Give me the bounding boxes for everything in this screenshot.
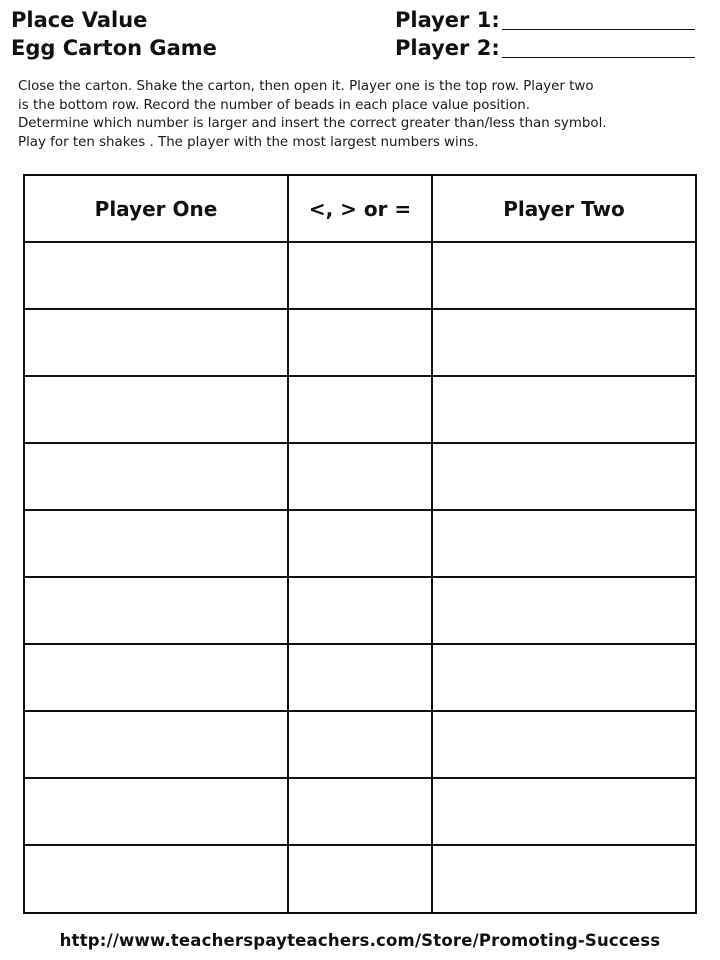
player-1-blank (502, 10, 695, 30)
player-two-cell[interactable] (433, 445, 695, 509)
player-two-cell[interactable] (433, 512, 695, 576)
comparison-cell[interactable] (289, 512, 431, 576)
player-2-field (395, 34, 695, 62)
title-line-1: Place Value (11, 8, 148, 32)
row-divider (25, 643, 695, 645)
player-one-cell[interactable] (25, 378, 287, 442)
player-one-cell[interactable] (25, 780, 287, 844)
footer-url[interactable]: http://www.teacherspayteachers.com/Store/Promoting-Success (59, 931, 661, 950)
player-one-cell[interactable] (25, 445, 287, 509)
player-one-cell[interactable] (25, 713, 287, 777)
player-one-cell[interactable] (25, 646, 287, 710)
comparison-cell[interactable] (289, 378, 431, 442)
comparison-cell[interactable] (289, 780, 431, 844)
instructions-line: Determine which number is larger and insert the correct greater than/less than symbol. (18, 116, 607, 131)
comparison-cell[interactable] (289, 445, 431, 509)
comparison-cell[interactable] (289, 713, 431, 777)
player-two-cell[interactable] (433, 579, 695, 643)
instructions-line: Close the carton. Shake the carton, then open it. Player one is the top row. Player two (18, 79, 594, 94)
row-divider (25, 509, 695, 511)
header-comparison: <, > or = (308, 197, 412, 221)
comparison-cell[interactable] (289, 847, 431, 911)
row-divider (25, 308, 695, 310)
row-divider (25, 777, 695, 779)
player-one-cell[interactable] (25, 579, 287, 643)
player-two-cell[interactable] (433, 780, 695, 844)
player-2-label: Player 2: (395, 36, 500, 60)
comparison-cell[interactable] (289, 646, 431, 710)
player-one-cell[interactable] (25, 311, 287, 375)
player-two-cell[interactable] (433, 646, 695, 710)
player-two-cell[interactable] (433, 244, 695, 308)
instructions-line: is the bottom row. Record the number of beads in each place value position. (18, 97, 531, 113)
player-two-cell[interactable] (433, 847, 695, 911)
instructions-line: Play for ten shakes . The player with the most largest numbers wins. (18, 134, 479, 150)
comparison-cell[interactable] (289, 244, 431, 308)
comparison-cell[interactable] (289, 311, 431, 375)
player-one-cell[interactable] (25, 847, 287, 911)
title-line-2: Egg Carton Game (11, 36, 217, 60)
comparison-cell[interactable] (289, 579, 431, 643)
player-one-cell[interactable] (25, 512, 287, 576)
row-divider (25, 576, 695, 578)
player-2-blank (502, 38, 695, 58)
player-two-cell[interactable] (433, 311, 695, 375)
row-divider (25, 442, 695, 444)
player-1-label: Player 1: (395, 8, 500, 32)
header-player-one: Player One (94, 197, 218, 221)
row-divider (25, 710, 695, 712)
player-two-cell[interactable] (433, 713, 695, 777)
player-two-cell[interactable] (433, 378, 695, 442)
score-table (23, 174, 697, 914)
header-player-two: Player Two (503, 197, 625, 221)
row-divider (25, 241, 695, 243)
player-one-cell[interactable] (25, 244, 287, 308)
row-divider (25, 375, 695, 377)
row-divider (25, 844, 695, 846)
instructions (18, 78, 708, 152)
player-1-field (395, 6, 695, 34)
